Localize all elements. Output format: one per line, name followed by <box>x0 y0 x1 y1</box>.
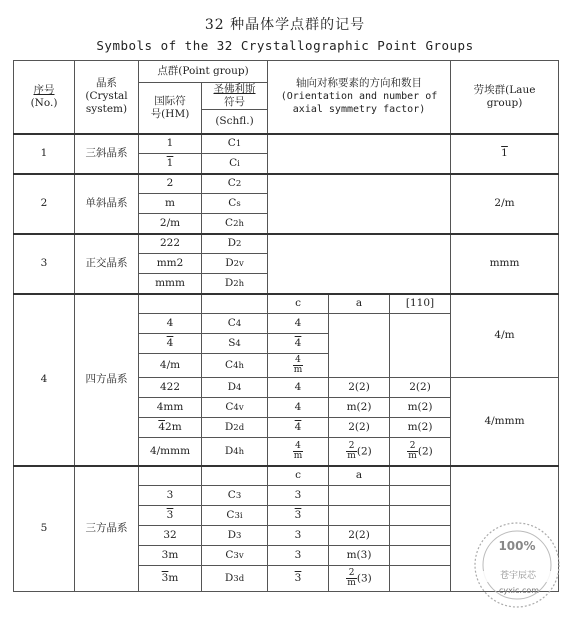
axial-blank <box>268 134 451 174</box>
hm-symbol: 3 <box>139 506 202 526</box>
schfl-symbol: D2v <box>202 254 268 274</box>
hm-symbol: 3m <box>139 546 202 566</box>
schfl-symbol: C3i <box>202 506 268 526</box>
schfl-symbol: D3d <box>202 566 268 592</box>
schfl-symbol: C4 <box>202 314 268 334</box>
axis-a: 2(2) <box>329 526 390 546</box>
axial-blank <box>268 234 451 294</box>
hm-symbol: 2/m <box>139 214 202 234</box>
axis-110: m(2) <box>390 398 451 418</box>
schfl-symbol <box>202 466 268 486</box>
axis-c: 3 <box>268 506 329 526</box>
schfl-symbol <box>202 294 268 314</box>
stamp-percent: 100% <box>498 539 536 553</box>
axis-c: 3 <box>268 566 329 592</box>
axis-a: 2(2) <box>329 378 390 398</box>
header-hm: 国际符 号(HM) <box>139 83 202 134</box>
hm-symbol: mm2 <box>139 254 202 274</box>
system-name: 单斜晶系 <box>75 174 139 234</box>
hm-symbol: 32 <box>139 526 202 546</box>
axis-c: 4 <box>268 378 329 398</box>
header-system: 晶系 (Crystal system) <box>75 61 139 134</box>
header-laue: 劳埃群(Laue group) <box>451 61 559 134</box>
system-no: 4 <box>14 294 75 466</box>
hm-symbol: 4/m <box>139 354 202 378</box>
schfl-symbol: S4 <box>202 334 268 354</box>
axis-110-blank <box>390 566 451 592</box>
axis-a-blank <box>329 506 390 526</box>
page-title-en: Symbols of the 32 Crystallographic Point Groups <box>96 38 474 53</box>
axial-blank <box>268 174 451 234</box>
system-name: 三方晶系 <box>75 466 139 592</box>
axis-c: $\frac{4}{m}$ <box>268 438 329 466</box>
axis-c-header: c <box>268 294 329 314</box>
axis-c-header: c <box>268 466 329 486</box>
hm-symbol: 2 <box>139 174 202 194</box>
point-group-table <box>13 60 559 592</box>
schfl-symbol: Ci <box>202 154 268 174</box>
axis-c: 4 <box>268 418 329 438</box>
header-no: 序号 (No.) <box>14 61 75 134</box>
hm-symbol: 42m <box>139 418 202 438</box>
system-no: 2 <box>14 174 75 234</box>
schfl-symbol: Cs <box>202 194 268 214</box>
laue-group: 4/m <box>451 294 559 378</box>
stamp-url: cyxic.com <box>498 586 540 595</box>
system-name: 三斜晶系 <box>75 134 139 174</box>
schfl-symbol: C3 <box>202 486 268 506</box>
table-row <box>14 294 559 314</box>
schfl-symbol: D2d <box>202 418 268 438</box>
axis-a: $\frac{2}{m}$ (2) <box>329 438 390 466</box>
system-name: 四方晶系 <box>75 294 139 466</box>
laue-group: 4/mmm <box>451 378 559 466</box>
axis-110-blank <box>390 314 451 378</box>
schfl-symbol: C1 <box>202 134 268 154</box>
axis-a: 2(2) <box>329 418 390 438</box>
hm-symbol: 222 <box>139 234 202 254</box>
schfl-symbol: D4 <box>202 378 268 398</box>
axis-a: m(3) <box>329 546 390 566</box>
axis-110: m(2) <box>390 418 451 438</box>
header-point-group: 点群(Point group) <box>139 61 268 83</box>
axis-a: $\frac{2}{m}$ (3) <box>329 566 390 592</box>
schfl-symbol: C2h <box>202 214 268 234</box>
axis-110-header: [110] <box>390 294 451 314</box>
axis-a-blank <box>329 314 390 378</box>
axis-c: 3 <box>268 526 329 546</box>
system-no: 5 <box>14 466 75 592</box>
hm-symbol: mmm <box>139 274 202 294</box>
table-row <box>14 174 559 194</box>
schfl-symbol: C3v <box>202 546 268 566</box>
hm-symbol: 422 <box>139 378 202 398</box>
axis-110-blank <box>390 506 451 526</box>
schfl-symbol: D3 <box>202 526 268 546</box>
table-row <box>14 234 559 254</box>
system-name: 正交晶系 <box>75 234 139 294</box>
axis-110-blank <box>390 526 451 546</box>
axis-110: $\frac{2}{m}$ (2) <box>390 438 451 466</box>
hm-symbol: 4 <box>139 314 202 334</box>
header-schfl-en: (Schfl.) <box>202 110 268 134</box>
laue-group: 1 <box>451 134 559 174</box>
schfl-symbol: C4v <box>202 398 268 418</box>
axis-c: 4 <box>268 398 329 418</box>
hm-symbol: 4/mmm <box>139 438 202 466</box>
axis-c: 3 <box>268 486 329 506</box>
hm-symbol: 3m <box>139 566 202 592</box>
axis-a-blank <box>329 486 390 506</box>
axis-110-blank <box>390 546 451 566</box>
axis-110: 2(2) <box>390 378 451 398</box>
axis-c: 3 <box>268 546 329 566</box>
hm-symbol <box>139 466 202 486</box>
axis-c: 4 <box>268 314 329 334</box>
system-no: 1 <box>14 134 75 174</box>
system-no: 3 <box>14 234 75 294</box>
schfl-symbol: C4h <box>202 354 268 378</box>
schfl-symbol: D2 <box>202 234 268 254</box>
hm-symbol: 1 <box>139 154 202 174</box>
schfl-symbol: C2 <box>202 174 268 194</box>
schfl-symbol: D2h <box>202 274 268 294</box>
header-row-1 <box>14 61 559 83</box>
axis-c: 4 <box>268 334 329 354</box>
hm-symbol: 3 <box>139 486 202 506</box>
header-axial: 轴向对称要素的方向和数目 (Orientation and number of axial symmetry factor) <box>268 61 451 134</box>
axis-a-header: a <box>329 294 390 314</box>
axis-c: $\frac{4}{m}$ <box>268 354 329 378</box>
hm-symbol: 1 <box>139 134 202 154</box>
laue-group: 2/m <box>451 174 559 234</box>
axis-a-header: a <box>329 466 390 486</box>
axis-110-blank <box>390 466 451 486</box>
hm-symbol: m <box>139 194 202 214</box>
axis-110-blank <box>390 486 451 506</box>
hm-symbol: 4mm <box>139 398 202 418</box>
laue-group: mmm <box>451 234 559 294</box>
page-title-cn: 32 种晶体学点群的记号 <box>204 17 366 33</box>
axis-a: m(2) <box>329 398 390 418</box>
hm-symbol <box>139 294 202 314</box>
header-schfl: 圣佛利斯 符号 <box>202 83 268 110</box>
hm-symbol: 4 <box>139 334 202 354</box>
table-row <box>14 466 559 486</box>
schfl-symbol: D4h <box>202 438 268 466</box>
table-row <box>14 134 559 154</box>
stamp-name: 苍宇辰芯 <box>482 571 554 582</box>
watermark-stamp-icon <box>472 520 562 610</box>
